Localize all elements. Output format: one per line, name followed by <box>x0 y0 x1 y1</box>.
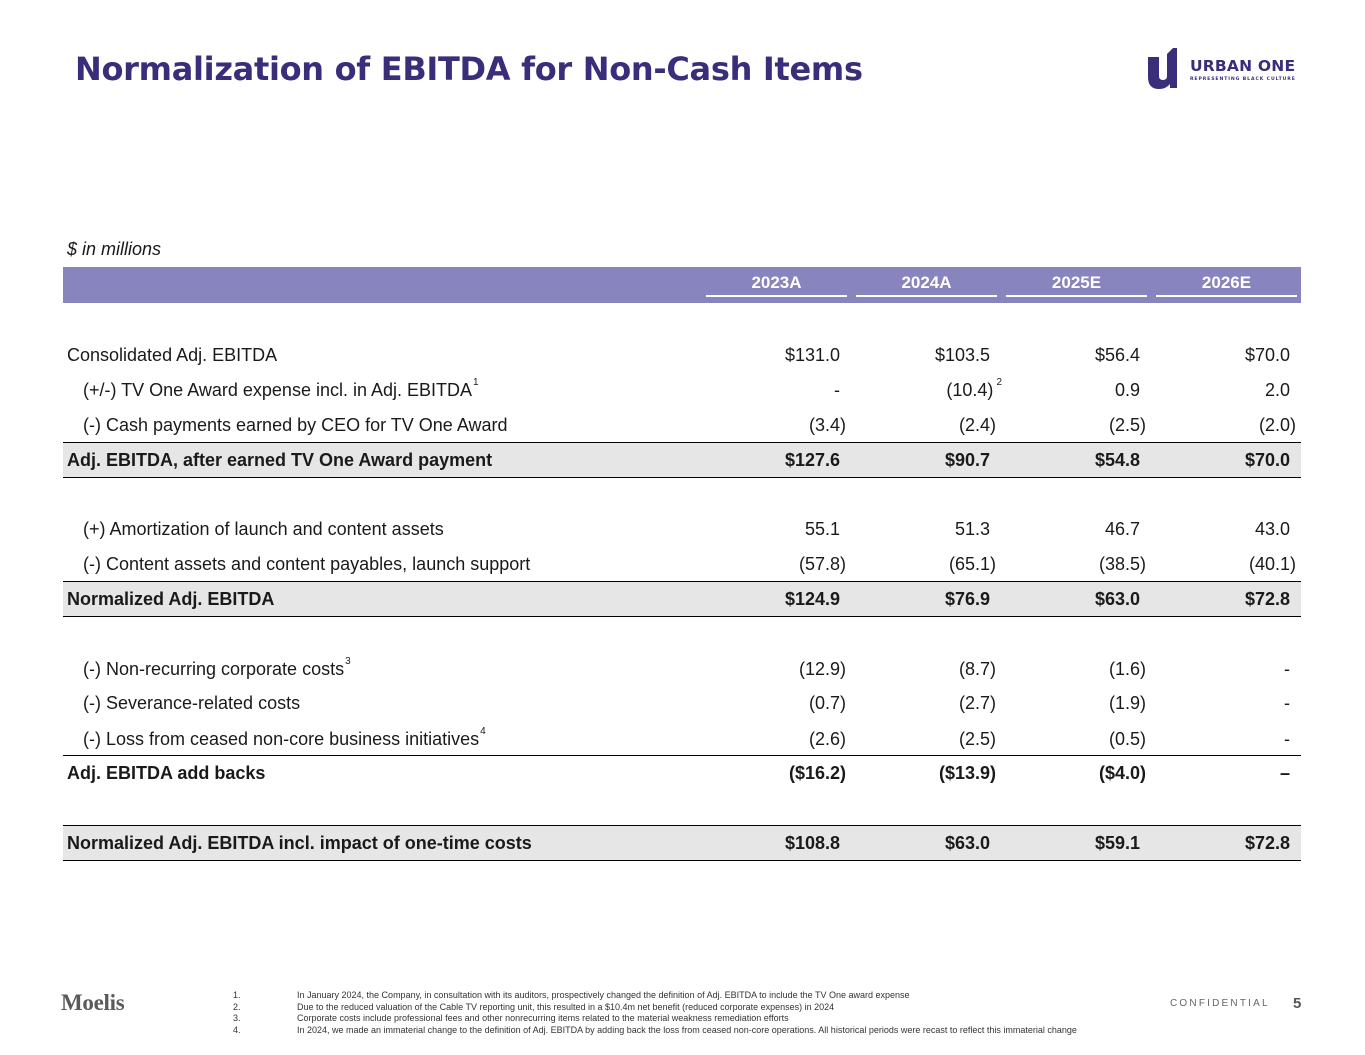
footnote-item <box>233 1013 1133 1025</box>
column-header-2023: 2023A <box>706 273 847 297</box>
page-number: 5 <box>1293 995 1302 1012</box>
row-label: (-) Severance-related costs <box>83 692 301 713</box>
footnote-item <box>233 1025 1133 1037</box>
row-label-text: (-) Loss from ceased non-core business initiatives <box>83 728 480 749</box>
table-row-tv-one-award <box>63 373 1301 407</box>
value-2024: (8.7) <box>958 658 996 679</box>
footnote-text: In 2024, we made an immaterial change to the definition of Adj. EBITDA by adding back the loss from ceased non-core operations. All historical periods were recast to reflect this immaterial change <box>297 1024 1077 1035</box>
row-label: Normalized Adj. EBITDA incl. impact of one-time costs <box>67 832 532 853</box>
value-2024: $76.9 <box>944 588 990 609</box>
value-2025: (2.5) <box>1108 414 1146 435</box>
urban-one-mark-icon <box>1146 48 1186 90</box>
value-2026: $72.8 <box>1244 588 1290 609</box>
value-2023: (57.8) <box>798 553 846 574</box>
value-2024: ($13.9) <box>938 763 996 783</box>
value-2024: $63.0 <box>944 832 990 853</box>
value-2024: (2.4) <box>958 414 996 435</box>
row-label <box>83 373 479 407</box>
value-2026: $70.0 <box>1244 344 1290 365</box>
footnote-number: 3. <box>233 1013 241 1023</box>
table-row-content-assets <box>63 547 1301 581</box>
row-label: Adj. EBITDA, after earned TV One Award payment <box>67 449 493 470</box>
value-2024: $90.7 <box>944 449 990 470</box>
value-2025: $59.1 <box>1094 832 1140 853</box>
row-label-text: (-) Non-recurring corporate costs <box>83 658 345 679</box>
value-2025: (0.5) <box>1108 728 1146 749</box>
value-2026: - <box>1284 658 1290 679</box>
footnote-number: 4. <box>233 1024 241 1035</box>
footnote-item <box>233 990 1133 1002</box>
value-2026: 43.0 <box>1254 518 1290 539</box>
value-2023: - <box>834 379 840 400</box>
footnotes <box>233 990 1133 1036</box>
value-2025: (38.5) <box>1098 553 1146 574</box>
value-2026: (2.0) <box>1258 414 1296 435</box>
row-label: (+) Amortization of launch and content assets <box>83 518 444 539</box>
value-2024: (2.7) <box>958 692 996 713</box>
units-label: $ in millions <box>67 239 162 259</box>
row-label: Consolidated Adj. EBITDA <box>67 344 278 365</box>
value-2023: (0.7) <box>808 692 846 713</box>
value-2024: $103.5 <box>934 344 990 365</box>
table-row-cash-payments <box>63 408 1301 442</box>
table-row-add-backs <box>63 755 1301 791</box>
footnote-text: Due to the reduced valuation of the Cable TV reporting unit, this resulted in a $10.4m net benefit (reduced corporate expenses) in 2024 <box>297 1001 835 1012</box>
column-header-2025: 2025E <box>1006 273 1147 297</box>
value-2023: 55.1 <box>804 518 840 539</box>
value-2026: - <box>1284 692 1290 713</box>
table-row-amortization <box>63 512 1301 546</box>
value-2023: $127.6 <box>784 449 840 470</box>
table-row-non-recurring <box>63 652 1301 686</box>
value-2025: $56.4 <box>1094 344 1140 365</box>
value-2025: 46.7 <box>1104 518 1140 539</box>
value-2025: $54.8 <box>1094 449 1140 470</box>
value-2026: – <box>1279 763 1290 783</box>
row-label: Adj. EBITDA add backs <box>67 763 266 783</box>
value-2026: $70.0 <box>1244 449 1290 470</box>
table-row-ceased-initiatives <box>63 722 1301 756</box>
value-2023: (2.6) <box>808 728 846 749</box>
footnote-number: 1. <box>233 990 241 1000</box>
value-2023: $108.8 <box>784 832 840 853</box>
page-title: Normalization of EBITDA for Non-Cash Items <box>75 50 863 88</box>
value-2024: (2.5) <box>958 728 996 749</box>
value-2024-text: (10.4) <box>946 379 994 400</box>
table-row-normalized <box>63 581 1301 617</box>
table-row-consolidated <box>63 338 1301 372</box>
value-2023: (12.9) <box>798 658 846 679</box>
row-label-text: (+/-) TV One Award expense incl. in Adj. EBITDA <box>83 379 473 400</box>
confidential-label: CONFIDENTIAL <box>1170 998 1270 1009</box>
value-2024: 51.3 <box>954 518 990 539</box>
table-row-adj-after-award <box>63 442 1301 478</box>
table-header <box>63 267 1301 303</box>
footnote-marker: 2 <box>996 376 1002 388</box>
value-2023: (3.4) <box>808 414 846 435</box>
value-2025: (1.9) <box>1108 692 1146 713</box>
value-2026: - <box>1284 728 1290 749</box>
logo-tagline: REPRESENTING BLACK CULTURE <box>1190 77 1296 82</box>
row-label: (-) Content assets and content payables, launch support <box>83 553 531 574</box>
column-header-2024: 2024A <box>856 273 997 297</box>
footnote-marker: 3 <box>345 655 351 667</box>
value-2026: $72.8 <box>1244 832 1290 853</box>
table-row-severance <box>63 686 1301 720</box>
row-label: (-) Cash payments earned by CEO for TV One Award <box>83 414 508 435</box>
column-header-2026: 2026E <box>1156 273 1297 297</box>
moelis-logo: Moelis <box>61 990 125 1015</box>
value-2025: ($4.0) <box>1098 763 1146 783</box>
footnote-text: Corporate costs include professional fees and other nonrecurring items related to the material weakness remediation efforts <box>297 1013 789 1023</box>
value-2023: $124.9 <box>784 588 840 609</box>
value-2025: 0.9 <box>1114 379 1140 400</box>
row-label <box>83 652 351 686</box>
table-row-normalized-incl-one-time <box>63 825 1301 861</box>
value-2026: (40.1) <box>1248 553 1296 574</box>
footnote-text: In January 2024, the Company, in consultation with its auditors, prospectively changed the definition of Adj. EBITDA to include the TV One award expense <box>297 990 910 1000</box>
logo-brand: URBAN ONE <box>1190 57 1296 75</box>
urban-one-logo <box>1146 48 1308 90</box>
value-2026: 2.0 <box>1264 379 1290 400</box>
footnote-marker: 4 <box>480 725 486 737</box>
value-2023: $131.0 <box>784 344 840 365</box>
footnote-number: 2. <box>233 1001 241 1012</box>
value-2024: (65.1) <box>948 553 996 574</box>
value-2024 <box>849 373 1002 407</box>
value-2025: $63.0 <box>1094 588 1140 609</box>
row-label: Normalized Adj. EBITDA <box>67 588 275 609</box>
footnote-marker: 1 <box>473 376 479 388</box>
value-2023: ($16.2) <box>788 763 846 783</box>
row-label <box>83 722 486 756</box>
footnote-item <box>233 1002 1133 1014</box>
value-2025: (1.6) <box>1108 658 1146 679</box>
